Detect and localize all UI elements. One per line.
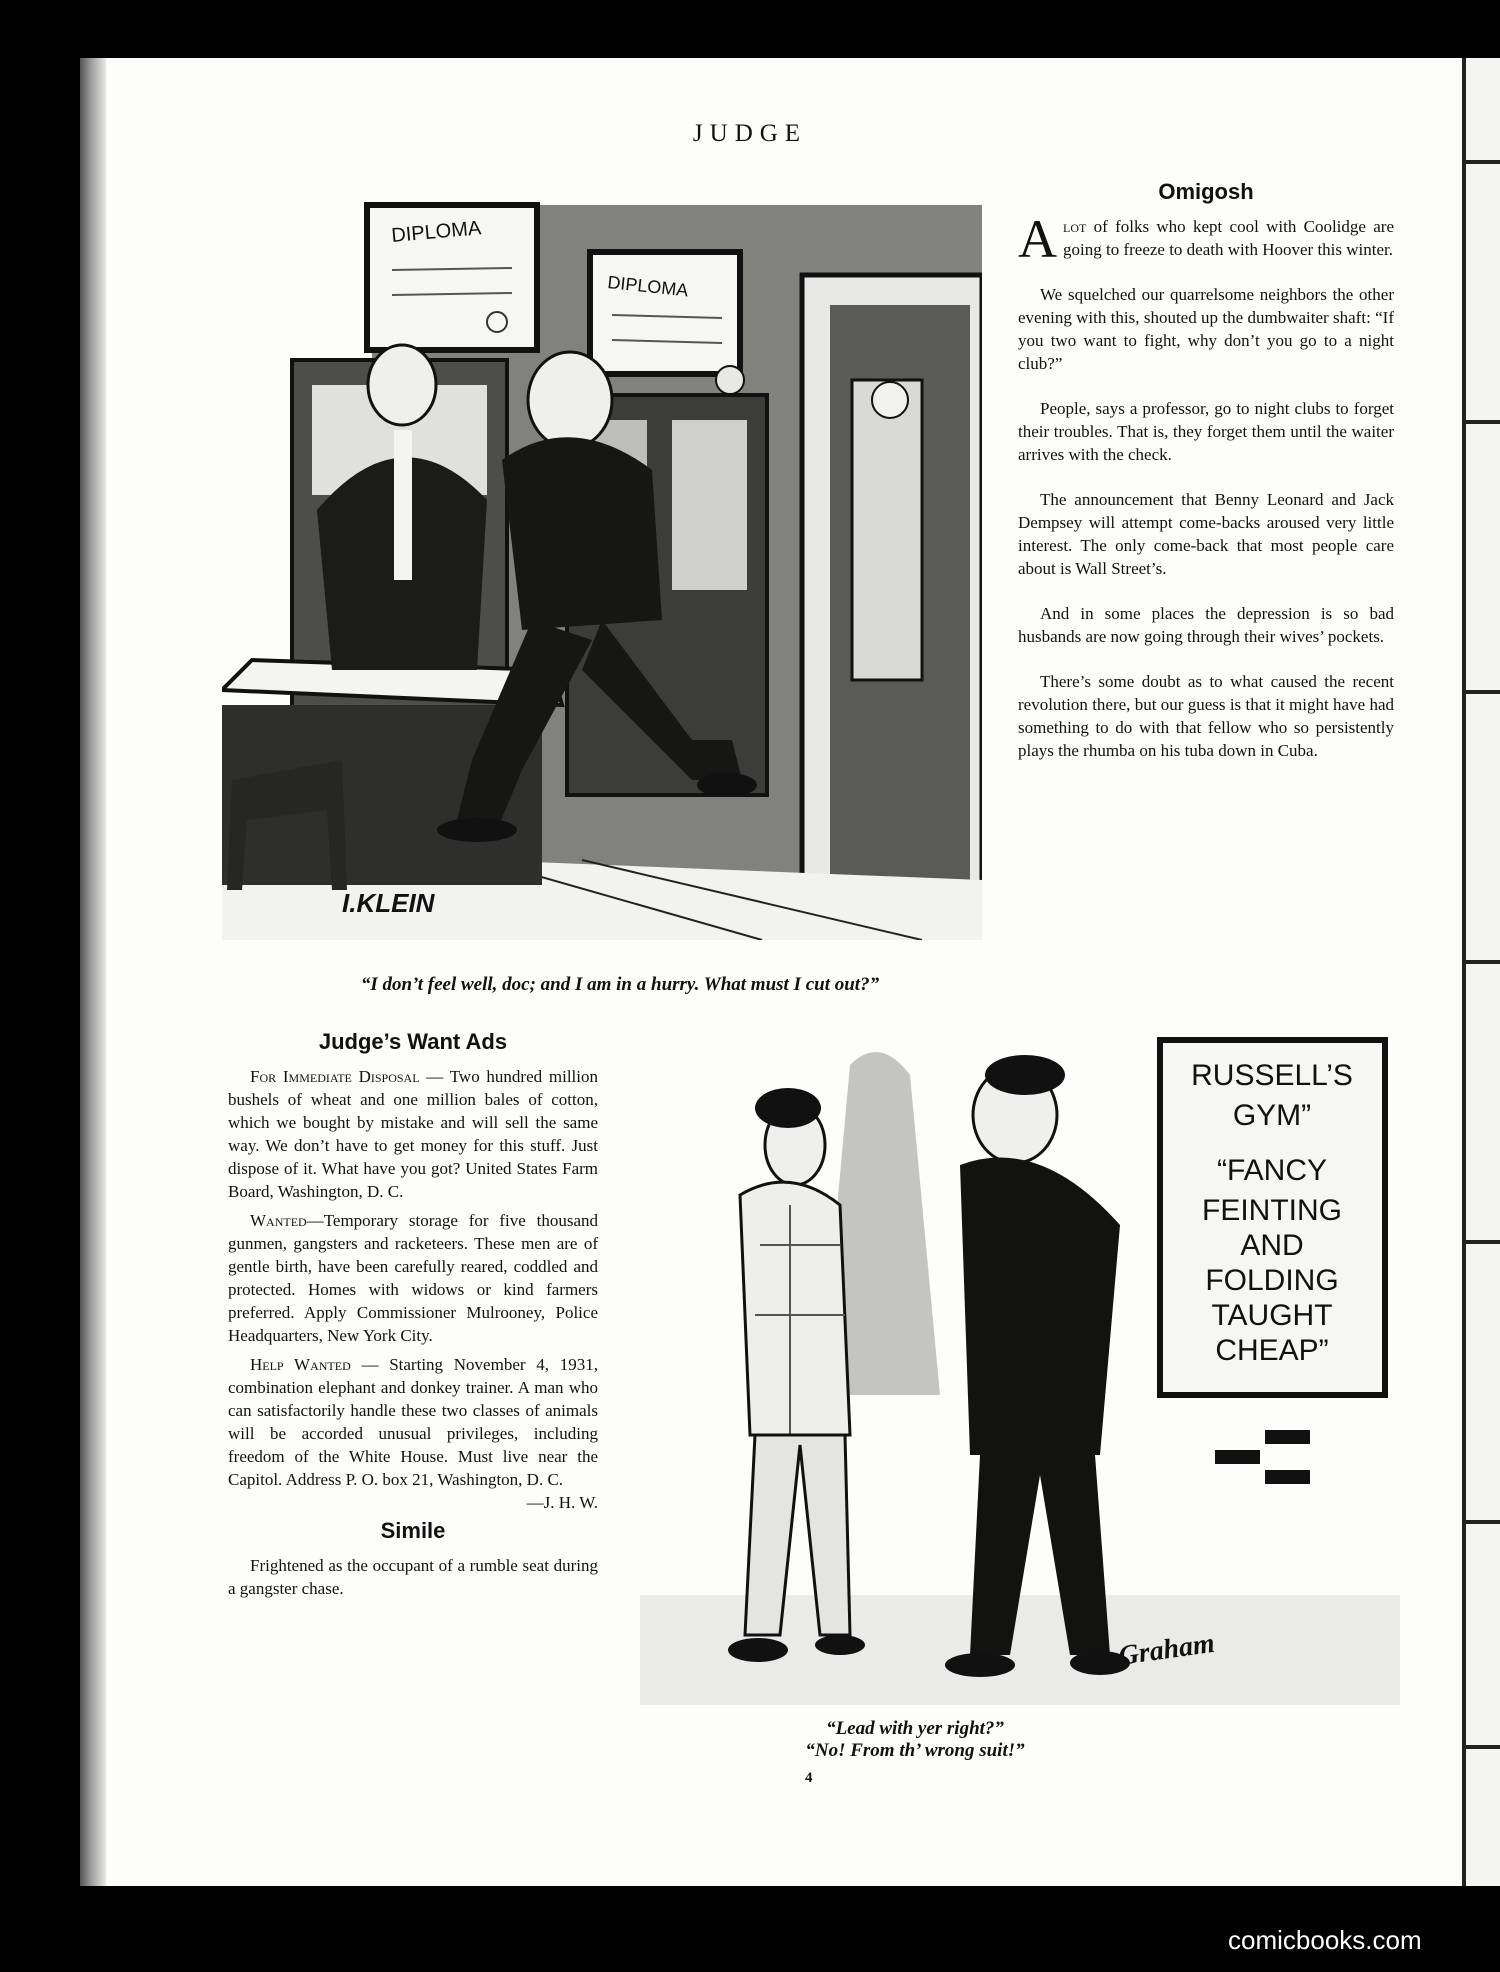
ad-1-body: — Two hundred million bushels of wheat and one million bales of cotton, which we bought by mistake and will sell the same way. We don’t have to get money for this stuff. Just dispose of it. What have you got? United States Farm Board, Washington, D. C.	[228, 1067, 598, 1201]
omigosh-paragraph-5: And in some places the depression is so bad husbands are now going through their wives’ pockets.	[1018, 604, 1394, 646]
gym-sign-line: RUSSELL’S	[1191, 1059, 1353, 1092]
gym-sign-line: CHEAP”	[1215, 1334, 1329, 1367]
gym-sign-line: FOLDING	[1205, 1264, 1339, 1297]
page-tab-mark	[1466, 160, 1500, 164]
gym-sign-line: FEINTING	[1202, 1194, 1342, 1227]
caption-line-1: “Lead with yer right?”	[826, 1718, 1004, 1739]
omigosh-paragraph-3: People, says a professor, go to night clubs to forget their troubles. That is, they forget them until the waiter arrives with the check.	[1018, 399, 1394, 464]
ad-3-body: — Starting November 4, 1931, combination elephant and donkey trainer. A man who can satisfactorily handle these two classes of animals will be accorded unusual privileges, including freedom of the White House. Must live near the Capitol. Address P. O. box 21, Washington, D. C.	[228, 1355, 598, 1489]
gym-sign-line: TAUGHT	[1211, 1299, 1333, 1332]
simile-text: Frightened as the occupant of a rumble seat during a gangster chase.	[228, 1556, 598, 1598]
omigosh-paragraph-4: The announcement that Benny Leonard and Jack Dempsey will attempt come-backs aroused very little interest. The only come-back that most people care about is Wall Street’s.	[1018, 490, 1394, 578]
simile-heading: Simile	[380, 1518, 446, 1543]
gym-sign-line: AND	[1240, 1229, 1304, 1262]
page-tab-mark	[1466, 420, 1500, 424]
page-spine	[80, 58, 106, 1886]
gym-cartoon	[640, 1015, 1400, 1715]
want-ad-2	[228, 1209, 598, 1347]
omigosh-paragraph-2: We squelched our quarrelsome neighbors the other evening with this, shouted up the dumbwaiter shaft: “If you two want to fight, why don’t you go to a night club?”	[1018, 285, 1394, 373]
page-tab-mark	[1466, 1745, 1500, 1749]
page-number: 4	[805, 1770, 813, 1786]
artist-signature-graham: Graham	[1116, 1627, 1217, 1672]
omigosh-heading: Omigosh	[1158, 179, 1254, 204]
paragraph-1-text: of folks who kept cool with Coolidge are going to freeze to death with Hoover this winter.	[1063, 217, 1394, 259]
diploma-1-text: DIPLOMA	[390, 217, 483, 247]
ad-1-heading: For Immediate Disposal	[250, 1067, 420, 1086]
want-ad-3	[228, 1353, 598, 1512]
omigosh-paragraph-1	[1018, 209, 1394, 269]
ad-2-heading: Wanted	[250, 1211, 307, 1230]
next-page-edge	[1462, 58, 1500, 1886]
diploma-2-text: DIPLOMA	[606, 272, 690, 301]
want-ad-1	[228, 1065, 598, 1203]
page-tab-mark	[1466, 960, 1500, 964]
omigosh-paragraph-6: There’s some doubt as to what caused the recent revolution there, but our guess is that it might have had something to do with that fellow who so persistently plays the rhumba on his tuba down in Cuba.	[1018, 672, 1394, 760]
ad-3-signature: —J. H. W.	[526, 1493, 598, 1512]
drop-cap: A	[1018, 209, 1057, 269]
running-head: JUDGE	[692, 120, 808, 147]
gym-sign-line: “FANCY	[1216, 1154, 1328, 1187]
want-ads-heading: Judge’s Want Ads	[318, 1029, 508, 1054]
gym-sign-line: GYM”	[1232, 1099, 1312, 1132]
ad-2-body: —Temporary storage for five thousand gunmen, gangsters and racketeers. These men are of gentle birth, have been carefully reared, coddled and protected. Homes with widows or kind farmers preferred. Apply Commissioner Mulrooney, Police Headquarters, New York City.	[228, 1211, 598, 1345]
artist-signature-klein: I.KLEIN	[342, 888, 435, 918]
page-tab-mark	[1466, 1240, 1500, 1244]
lead-smallcaps: lot	[1063, 217, 1087, 236]
site-watermark: comicbooks.com	[1228, 1925, 1422, 1955]
cartoon-1-caption: “I don’t feel well, doc; and I am in a hurry. What must I cut out?”	[360, 974, 880, 995]
caption-line-2: “No! From th’ wrong suit!”	[805, 1740, 1025, 1761]
omigosh-column	[1018, 180, 1394, 784]
page-tab-mark	[1466, 1520, 1500, 1524]
ad-3-heading: Help Wanted	[250, 1355, 351, 1374]
page-tab-mark	[1466, 690, 1500, 694]
doctor-office-cartoon	[222, 200, 982, 940]
want-ads-column	[228, 1030, 598, 1606]
cartoon-2-caption	[750, 1718, 1080, 1762]
